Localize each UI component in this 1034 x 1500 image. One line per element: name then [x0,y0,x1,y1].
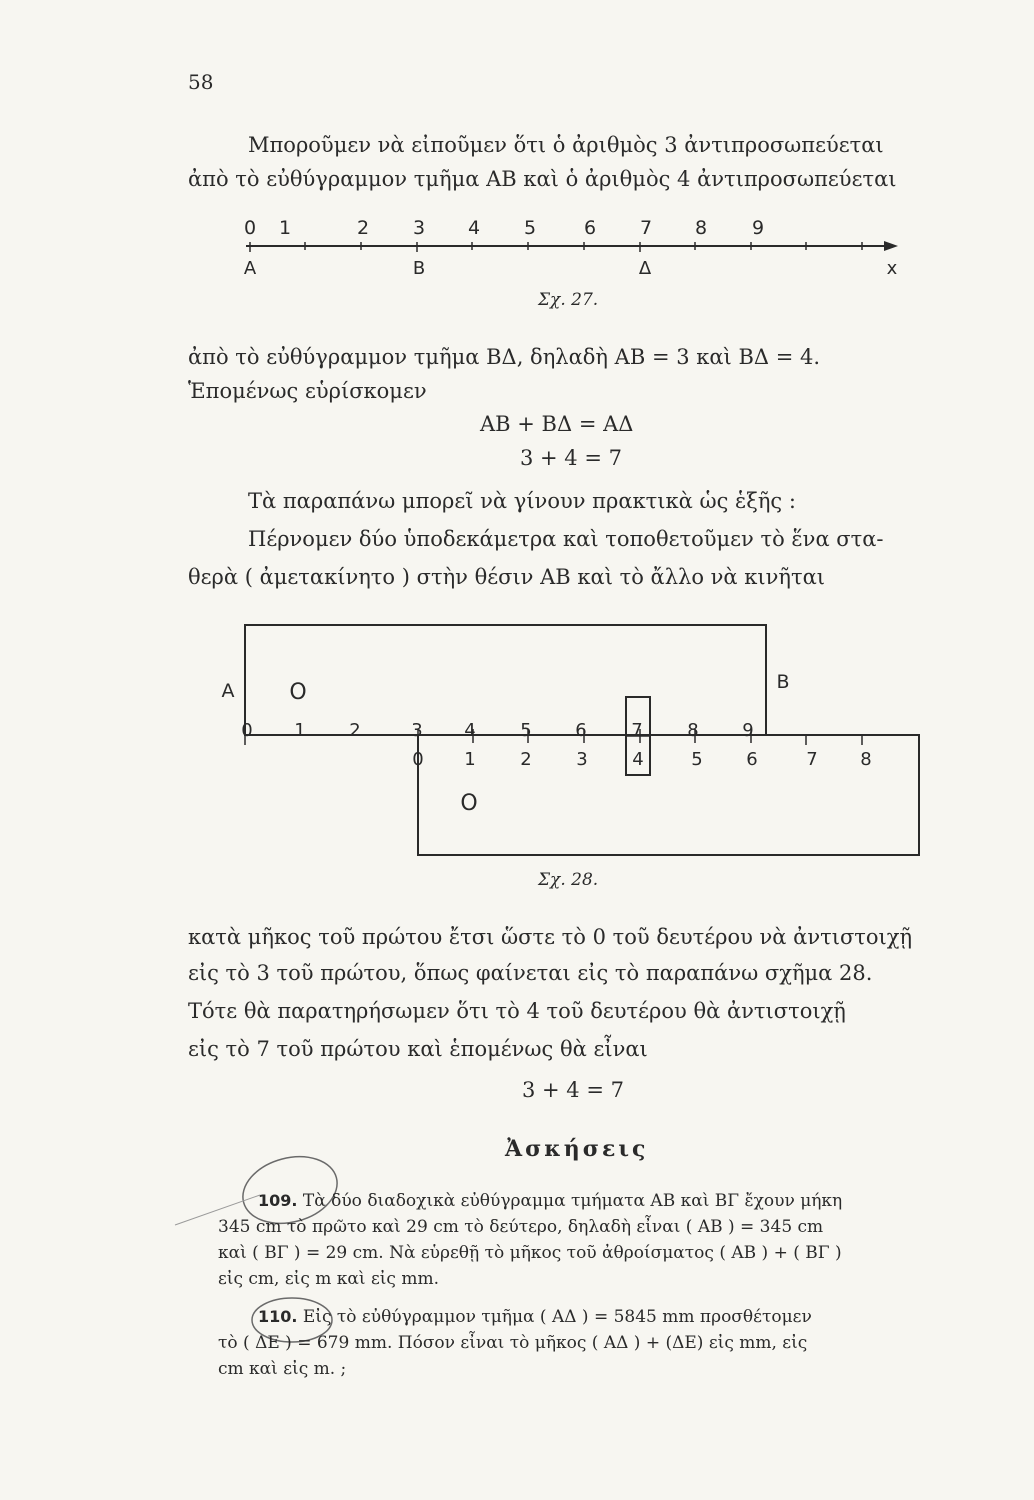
figure-27-caption: Σχ. 27. [538,290,599,310]
fig27-num-7: 7 [639,217,653,239]
fig28-top-num-9: 9 [742,720,754,741]
fig28-label-b: B [776,671,790,693]
fig28-ticks [245,729,862,745]
fig27-num-5: 5 [523,217,537,239]
fig28-bottom-numbers [412,749,871,770]
intro-line-1: Μποροῦμεν νὰ εἰποῦμεν ὅτι ὁ ἀριθμὸς 3 ἀντιπροσωπεύεται [248,133,884,157]
equation-2: 3 + 4 = 7 [520,446,622,470]
fig27-num-4: 4 [467,217,481,239]
after-line-4: εἰς τὸ 7 τοῦ πρώτου καὶ ἑπομένως θὰ εἶναι [188,1037,648,1061]
fig27-label-b: B [412,258,426,279]
intro-line-2: ἀπὸ τὸ εὐθύγραμμον τμῆμα ΑΒ καὶ ὁ ἀριθμὸς 4 ἀντιπροσωπεύεται [188,167,897,191]
fig27-num-6: 6 [583,217,597,239]
page-number: 58 [188,70,214,94]
fig28-bottom-ruler [418,735,919,855]
exercise-109-line-2: 345 cm τὸ πρῶτο καὶ 29 cm τὸ δεύτερο, δηλαδὴ εἶναι ( ΑΒ ) = 345 cm [218,1217,824,1237]
fig28-bot-num-4: 4 [632,749,644,770]
fig28-top-num-7: 7 [631,720,643,741]
exercise-110-text-1: Εἰς τὸ εὐθύγραμμον τμῆμα ( ΑΔ ) = 5845 mm προσθέτομεν [302,1307,812,1327]
exercise-110-line-3: cm καὶ εἰς m. ; [218,1359,347,1379]
fig28-top-hole: O [289,680,307,705]
fig28-bot-num-5: 5 [691,749,703,770]
fig27-label-a: A [243,258,257,279]
after-line-1: κατὰ μῆκος τοῦ πρώτου ἔτσι ὥστε τὸ 0 τοῦ δευτέρου νὰ ἀντιστοιχῇ [188,925,913,949]
fig27-num-8: 8 [694,217,708,239]
fig28-top-num-3: 3 [411,720,423,741]
fig28-top-num-0: 0 [241,720,253,741]
fig27-num-2: 2 [356,217,370,239]
middle-line-4: Πέρνομεν δύο ὑποδεκάμετρα καὶ τοποθετοῦμεν τὸ ἕνα στα- [248,527,884,551]
middle-line-5: θερὰ ( ἀμετακίνητο ) στὴν θέσιν ΑΒ καὶ τὸ ἄλλο νὰ κινῆται [188,565,826,589]
fig28-top-num-2: 2 [349,720,361,741]
exercise-109-line-4: εἰς cm, εἰς m καὶ εἰς mm. [218,1269,439,1289]
fig27-num-1: 1 [278,217,292,239]
middle-line-1: ἀπὸ τὸ εὐθύγραμμον τμῆμα ΒΔ, δηλαδὴ ΑΒ = 3 καὶ ΒΔ = 4. [188,345,821,369]
middle-line-2: Ἑπομένως εὑρίσκομεν [188,379,427,403]
fig27-number-labels [244,217,764,239]
fig28-top-numbers [241,720,753,741]
fig27-label-d: Δ [638,258,652,279]
after-line-3: Τότε θὰ παρατηρήσωμεν ὅτι τὸ 4 τοῦ δευτέρου θὰ ἀντιστοιχῇ [188,999,846,1023]
exercise-110-line-2: τὸ ( ΔΕ ) = 679 mm. Πόσον εἶναι τὸ μῆκος ( ΑΔ ) + (ΔΕ) εἰς mm, εἰς [218,1333,808,1353]
exercise-110-number: 110. [258,1307,298,1326]
fig27-num-3: 3 [412,217,426,239]
exercise-109-line-3: καὶ ( ΒΓ ) = 29 cm. Νὰ εὑρεθῇ τὸ μῆκος τοῦ ἀθροίσματος ( ΑΒ ) + ( ΒΓ ) [218,1243,842,1263]
after-line-2: εἰς τὸ 3 τοῦ πρώτου, ὅπως φαίνεται εἰς τὸ παραπάνω σχῆμα 28. [188,961,873,985]
equation-3: 3 + 4 = 7 [522,1078,624,1102]
fig27-num-9: 9 [751,217,765,239]
figure-27 [0,210,1034,290]
fig27-label-x: x [886,258,898,279]
fig28-top-num-8: 8 [687,720,699,741]
fig28-top-num-5: 5 [520,720,532,741]
fig28-bot-num-7: 7 [806,749,818,770]
fig28-bottom-hole: O [460,791,478,816]
fig28-top-num-6: 6 [575,720,587,741]
middle-line-3: Τὰ παραπάνω μπορεῖ νὰ γίνουν πρακτικὰ ὡς ἑξῆς : [248,489,796,513]
fig28-bot-num-0: 0 [412,749,424,770]
exercise-110-line-1 [258,1304,812,1330]
fig28-bot-num-1: 1 [464,749,476,770]
fig28-top-num-1: 1 [294,720,306,741]
exercises-heading: Ἀσκήσεις [505,1136,649,1162]
fig28-top-ruler [245,625,766,735]
figure-28-caption: Σχ. 28. [538,870,599,890]
fig28-bot-num-3: 3 [576,749,588,770]
fig28-bot-num-8: 8 [860,749,872,770]
fig28-label-a: A [221,680,235,702]
fig28-top-num-4: 4 [464,720,476,741]
exercise-109-line-1 [258,1188,842,1214]
exercise-109-text-1: Τὰ δύο διαδοχικὰ εὐθύγραμμα τμήματα ΑΒ καὶ ΒΓ ἔχουν μήκη [302,1191,843,1211]
fig28-bot-num-2: 2 [520,749,532,770]
figure-28 [0,615,1034,865]
fig28-bot-num-6: 6 [746,749,758,770]
fig27-num-0: 0 [243,217,257,239]
equation-1: ΑΒ + ΒΔ = ΑΔ [480,412,634,436]
fig27-arrowhead [884,241,898,251]
exercise-109-number: 109. [258,1191,298,1210]
